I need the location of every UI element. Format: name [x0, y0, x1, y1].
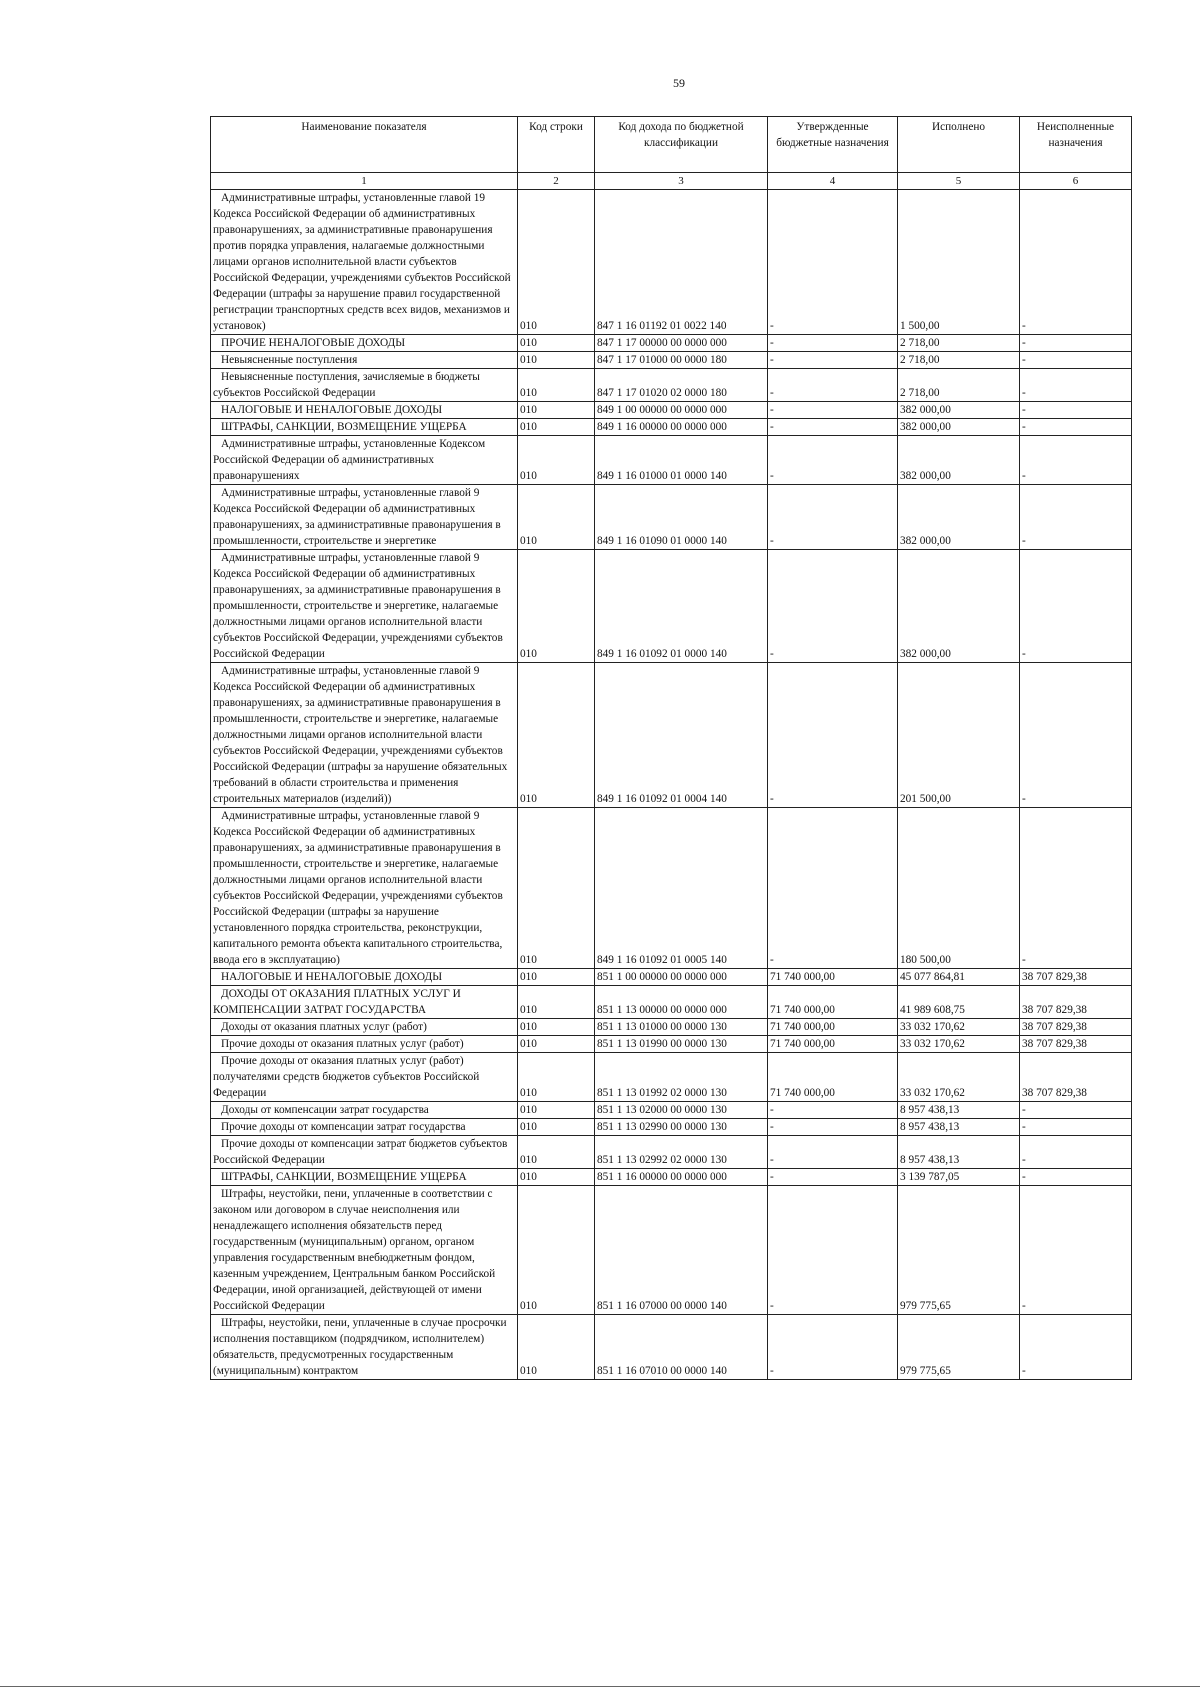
- income-code: 847 1 17 01000 00 0000 180: [595, 352, 768, 369]
- table-row: [211, 663, 1132, 808]
- income-code: 851 1 13 02992 02 0000 130: [595, 1136, 768, 1169]
- unexecuted-value: 38 707 829,38: [1020, 1053, 1132, 1102]
- row-code: 010: [518, 436, 595, 485]
- approved-value: -: [768, 352, 898, 369]
- table-row: [211, 436, 1132, 485]
- unexecuted-value: -: [1020, 190, 1132, 335]
- income-code: 849 1 16 01092 01 0004 140: [595, 663, 768, 808]
- income-code: 851 1 16 00000 00 0000 000: [595, 1169, 768, 1186]
- executed-value: 180 500,00: [898, 808, 1020, 969]
- indicator-name: ШТРАФЫ, САНКЦИИ, ВОЗМЕЩЕНИЕ УЩЕРБА: [211, 419, 518, 436]
- indicator-name: Доходы от компенсации затрат государства: [211, 1102, 518, 1119]
- approved-value: -: [768, 1102, 898, 1119]
- approved-value: -: [768, 335, 898, 352]
- approved-value: -: [768, 485, 898, 550]
- income-code: 851 1 16 07000 00 0000 140: [595, 1186, 768, 1315]
- indicator-name: Невыясненные поступления, зачисляемые в бюджеты субъектов Российской Федерации: [211, 369, 518, 402]
- executed-value: 41 989 608,75: [898, 986, 1020, 1019]
- approved-value: -: [768, 1119, 898, 1136]
- indicator-name: Административные штрафы, установленные главой 9 Кодекса Российской Федерации об административных правонарушениях, за административные правонарушения в промышленности, строительстве и энергетике, налагаемые должностными лицами органов исполнительной власти субъектов Российской Федерации, учреждениями субъектов Российской Федерации (штрафы за нарушение обязательных требований в области строительства и применения строительных материалов (изделий)): [211, 663, 518, 808]
- approved-value: 71 740 000,00: [768, 986, 898, 1019]
- table-body: [211, 190, 1132, 1380]
- income-code: 851 1 13 01000 00 0000 130: [595, 1019, 768, 1036]
- executed-value: 1 500,00: [898, 190, 1020, 335]
- income-code: 851 1 13 02990 00 0000 130: [595, 1119, 768, 1136]
- income-code: 849 1 16 00000 00 0000 000: [595, 419, 768, 436]
- indicator-name: Штрафы, неустойки, пени, уплаченные в случае просрочки исполнения поставщиком (подрядчиком, исполнителем) обязательств, предусмотренных государственным (муниципальным) контрактом: [211, 1315, 518, 1380]
- income-code: 849 1 16 01092 01 0005 140: [595, 808, 768, 969]
- income-code: 847 1 17 00000 00 0000 000: [595, 335, 768, 352]
- indicator-name: Административные штрафы, установленные главой 9 Кодекса Российской Федерации об административных правонарушениях, за административные правонарушения в промышленности, строительстве и энергетике: [211, 485, 518, 550]
- table-row: [211, 419, 1132, 436]
- table-row: [211, 369, 1132, 402]
- header-row-code: Код строки: [518, 117, 595, 173]
- executed-value: 33 032 170,62: [898, 1019, 1020, 1036]
- table-row: [211, 1053, 1132, 1102]
- income-code: 851 1 13 00000 00 0000 000: [595, 986, 768, 1019]
- row-code: 010: [518, 969, 595, 986]
- executed-value: 382 000,00: [898, 419, 1020, 436]
- header-row: [211, 117, 1132, 173]
- executed-value: 382 000,00: [898, 550, 1020, 663]
- header-indicator-name: Наименование показателя: [211, 117, 518, 173]
- executed-value: 979 775,65: [898, 1186, 1020, 1315]
- table-row: [211, 969, 1132, 986]
- approved-value: -: [768, 402, 898, 419]
- row-code: 010: [518, 352, 595, 369]
- executed-value: 201 500,00: [898, 663, 1020, 808]
- approved-value: -: [768, 808, 898, 969]
- indicator-name: Прочие доходы от оказания платных услуг (работ): [211, 1036, 518, 1053]
- row-code: 010: [518, 1315, 595, 1380]
- approved-value: -: [768, 1315, 898, 1380]
- approved-value: -: [768, 369, 898, 402]
- table-row: [211, 808, 1132, 969]
- executed-value: 45 077 864,81: [898, 969, 1020, 986]
- unexecuted-value: -: [1020, 663, 1132, 808]
- table-row: [211, 1036, 1132, 1053]
- unexecuted-value: -: [1020, 485, 1132, 550]
- indicator-name: Невыясненные поступления: [211, 352, 518, 369]
- approved-value: -: [768, 1186, 898, 1315]
- bottom-rule: [0, 1686, 1200, 1687]
- income-code: 851 1 00 00000 00 0000 000: [595, 969, 768, 986]
- row-code: 010: [518, 1036, 595, 1053]
- indicator-name: ДОХОДЫ ОТ ОКАЗАНИЯ ПЛАТНЫХ УСЛУГ И КОМПЕНСАЦИИ ЗАТРАТ ГОСУДАРСТВА: [211, 986, 518, 1019]
- executed-value: 2 718,00: [898, 335, 1020, 352]
- unexecuted-value: -: [1020, 808, 1132, 969]
- indicator-name: Прочие доходы от компенсации затрат государства: [211, 1119, 518, 1136]
- approved-value: -: [768, 1136, 898, 1169]
- indicator-name: Штрафы, неустойки, пени, уплаченные в соответствии с законом или договором в случае неисполнения или ненадлежащего исполнения обязательств перед государственным (муниципальным) органом, органом управления государственным внебюджетным фондом, казенным учреждением, Центральным банком Российской Федерации, иной организацией, действующей от имени Российской Федерации: [211, 1186, 518, 1315]
- indicator-name: НАЛОГОВЫЕ И НЕНАЛОГОВЫЕ ДОХОДЫ: [211, 402, 518, 419]
- approved-value: -: [768, 419, 898, 436]
- row-code: 010: [518, 369, 595, 402]
- income-code: 851 1 16 07010 00 0000 140: [595, 1315, 768, 1380]
- table-row: [211, 335, 1132, 352]
- executed-value: 8 957 438,13: [898, 1136, 1020, 1169]
- row-code: 010: [518, 190, 595, 335]
- header-income-code: Код дохода по бюджетной классификации: [595, 117, 768, 173]
- row-code: 010: [518, 663, 595, 808]
- unexecuted-value: -: [1020, 1119, 1132, 1136]
- table-row: [211, 402, 1132, 419]
- column-number: 5: [898, 173, 1020, 190]
- table-row: [211, 190, 1132, 335]
- table-row: [211, 1186, 1132, 1315]
- income-code: 851 1 13 01992 02 0000 130: [595, 1053, 768, 1102]
- indicator-name: Административные штрафы, установленные главой 9 Кодекса Российской Федерации об административных правонарушениях, за административные правонарушения в промышленности, строительстве и энергетике, налагаемые должностными лицами органов исполнительной власти субъектов Российской Федерации, учреждениями субъектов Российской Федерации: [211, 550, 518, 663]
- executed-value: 979 775,65: [898, 1315, 1020, 1380]
- table-row: [211, 1119, 1132, 1136]
- row-code: 010: [518, 1053, 595, 1102]
- header-approved: Утвержденные бюджетные назначения: [768, 117, 898, 173]
- row-code: 010: [518, 1019, 595, 1036]
- unexecuted-value: 38 707 829,38: [1020, 986, 1132, 1019]
- unexecuted-value: -: [1020, 436, 1132, 485]
- approved-value: 71 740 000,00: [768, 969, 898, 986]
- income-code: 849 1 00 00000 00 0000 000: [595, 402, 768, 419]
- income-code: 851 1 13 01990 00 0000 130: [595, 1036, 768, 1053]
- executed-value: 8 957 438,13: [898, 1102, 1020, 1119]
- unexecuted-value: -: [1020, 1136, 1132, 1169]
- approved-value: -: [768, 190, 898, 335]
- header-unexecuted: Неисполненные назначения: [1020, 117, 1132, 173]
- row-code: 010: [518, 808, 595, 969]
- table-row: [211, 986, 1132, 1019]
- table-row: [211, 1019, 1132, 1036]
- indicator-name: НАЛОГОВЫЕ И НЕНАЛОГОВЫЕ ДОХОДЫ: [211, 969, 518, 986]
- row-code: 010: [518, 335, 595, 352]
- column-number: 4: [768, 173, 898, 190]
- indicator-name: Административные штрафы, установленные главой 19 Кодекса Российской Федерации об административных правонарушениях, за административные правонарушения против порядка управления, налагаемые должностными лицами органов исполнительной власти субъектов Российской Федерации, учреждениями субъектов Российской Федерации (штрафы за нарушение правил государственной регистрации транспортных средств всех видов, механизмов и установок): [211, 190, 518, 335]
- income-report-table: [210, 116, 1132, 1380]
- income-code: 849 1 16 01000 01 0000 140: [595, 436, 768, 485]
- unexecuted-value: -: [1020, 550, 1132, 663]
- indicator-name: Административные штрафы, установленные Кодексом Российской Федерации об административных правонарушениях: [211, 436, 518, 485]
- header-executed: Исполнено: [898, 117, 1020, 173]
- approved-value: -: [768, 1169, 898, 1186]
- table-row: [211, 352, 1132, 369]
- income-code: 847 1 16 01192 01 0022 140: [595, 190, 768, 335]
- unexecuted-value: -: [1020, 369, 1132, 402]
- unexecuted-value: -: [1020, 1169, 1132, 1186]
- indicator-name: ПРОЧИЕ НЕНАЛОГОВЫЕ ДОХОДЫ: [211, 335, 518, 352]
- unexecuted-value: 38 707 829,38: [1020, 1019, 1132, 1036]
- executed-value: 33 032 170,62: [898, 1036, 1020, 1053]
- row-code: 010: [518, 402, 595, 419]
- approved-value: -: [768, 663, 898, 808]
- row-code: 010: [518, 1136, 595, 1169]
- executed-value: 382 000,00: [898, 402, 1020, 419]
- indicator-name: Доходы от оказания платных услуг (работ): [211, 1019, 518, 1036]
- column-number: 6: [1020, 173, 1132, 190]
- row-code: 010: [518, 1169, 595, 1186]
- unexecuted-value: -: [1020, 335, 1132, 352]
- column-number: 1: [211, 173, 518, 190]
- indicator-name: Административные штрафы, установленные главой 9 Кодекса Российской Федерации об административных правонарушениях, за административные правонарушения в промышленности, строительстве и энергетике, налагаемые должностными лицами органов исполнительной власти субъектов Российской Федерации, учреждениями субъектов Российской Федерации (штрафы за нарушение установленного порядка строительства, реконструкции, капитального ремонта объекта капитального строительства, ввода его в эксплуатацию): [211, 808, 518, 969]
- executed-value: 8 957 438,13: [898, 1119, 1020, 1136]
- executed-value: 382 000,00: [898, 436, 1020, 485]
- column-number-row: [211, 173, 1132, 190]
- approved-value: 71 740 000,00: [768, 1019, 898, 1036]
- row-code: 010: [518, 1102, 595, 1119]
- executed-value: 382 000,00: [898, 485, 1020, 550]
- executed-value: 2 718,00: [898, 352, 1020, 369]
- approved-value: -: [768, 436, 898, 485]
- income-code: 849 1 16 01092 01 0000 140: [595, 550, 768, 663]
- income-code: 847 1 17 01020 02 0000 180: [595, 369, 768, 402]
- table-row: [211, 1102, 1132, 1119]
- unexecuted-value: 38 707 829,38: [1020, 1036, 1132, 1053]
- row-code: 010: [518, 986, 595, 1019]
- table-row: [211, 550, 1132, 663]
- row-code: 010: [518, 550, 595, 663]
- row-code: 010: [518, 485, 595, 550]
- income-code: 851 1 13 02000 00 0000 130: [595, 1102, 768, 1119]
- executed-value: 2 718,00: [898, 369, 1020, 402]
- page-number: 59: [673, 76, 685, 90]
- unexecuted-value: -: [1020, 352, 1132, 369]
- table-row: [211, 1136, 1132, 1169]
- indicator-name: Прочие доходы от компенсации затрат бюджетов субъектов Российской Федерации: [211, 1136, 518, 1169]
- column-number: 2: [518, 173, 595, 190]
- indicator-name: ШТРАФЫ, САНКЦИИ, ВОЗМЕЩЕНИЕ УЩЕРБА: [211, 1169, 518, 1186]
- unexecuted-value: -: [1020, 1186, 1132, 1315]
- unexecuted-value: -: [1020, 1315, 1132, 1380]
- row-code: 010: [518, 1119, 595, 1136]
- unexecuted-value: 38 707 829,38: [1020, 969, 1132, 986]
- approved-value: -: [768, 550, 898, 663]
- table-row: [211, 1169, 1132, 1186]
- approved-value: 71 740 000,00: [768, 1053, 898, 1102]
- unexecuted-value: -: [1020, 1102, 1132, 1119]
- executed-value: 3 139 787,05: [898, 1169, 1020, 1186]
- approved-value: 71 740 000,00: [768, 1036, 898, 1053]
- executed-value: 33 032 170,62: [898, 1053, 1020, 1102]
- table-row: [211, 485, 1132, 550]
- indicator-name: Прочие доходы от оказания платных услуг (работ) получателями средств бюджетов субъектов Российской Федерации: [211, 1053, 518, 1102]
- row-code: 010: [518, 1186, 595, 1315]
- income-code: 849 1 16 01090 01 0000 140: [595, 485, 768, 550]
- column-number: 3: [595, 173, 768, 190]
- unexecuted-value: -: [1020, 419, 1132, 436]
- unexecuted-value: -: [1020, 402, 1132, 419]
- table-row: [211, 1315, 1132, 1380]
- row-code: 010: [518, 419, 595, 436]
